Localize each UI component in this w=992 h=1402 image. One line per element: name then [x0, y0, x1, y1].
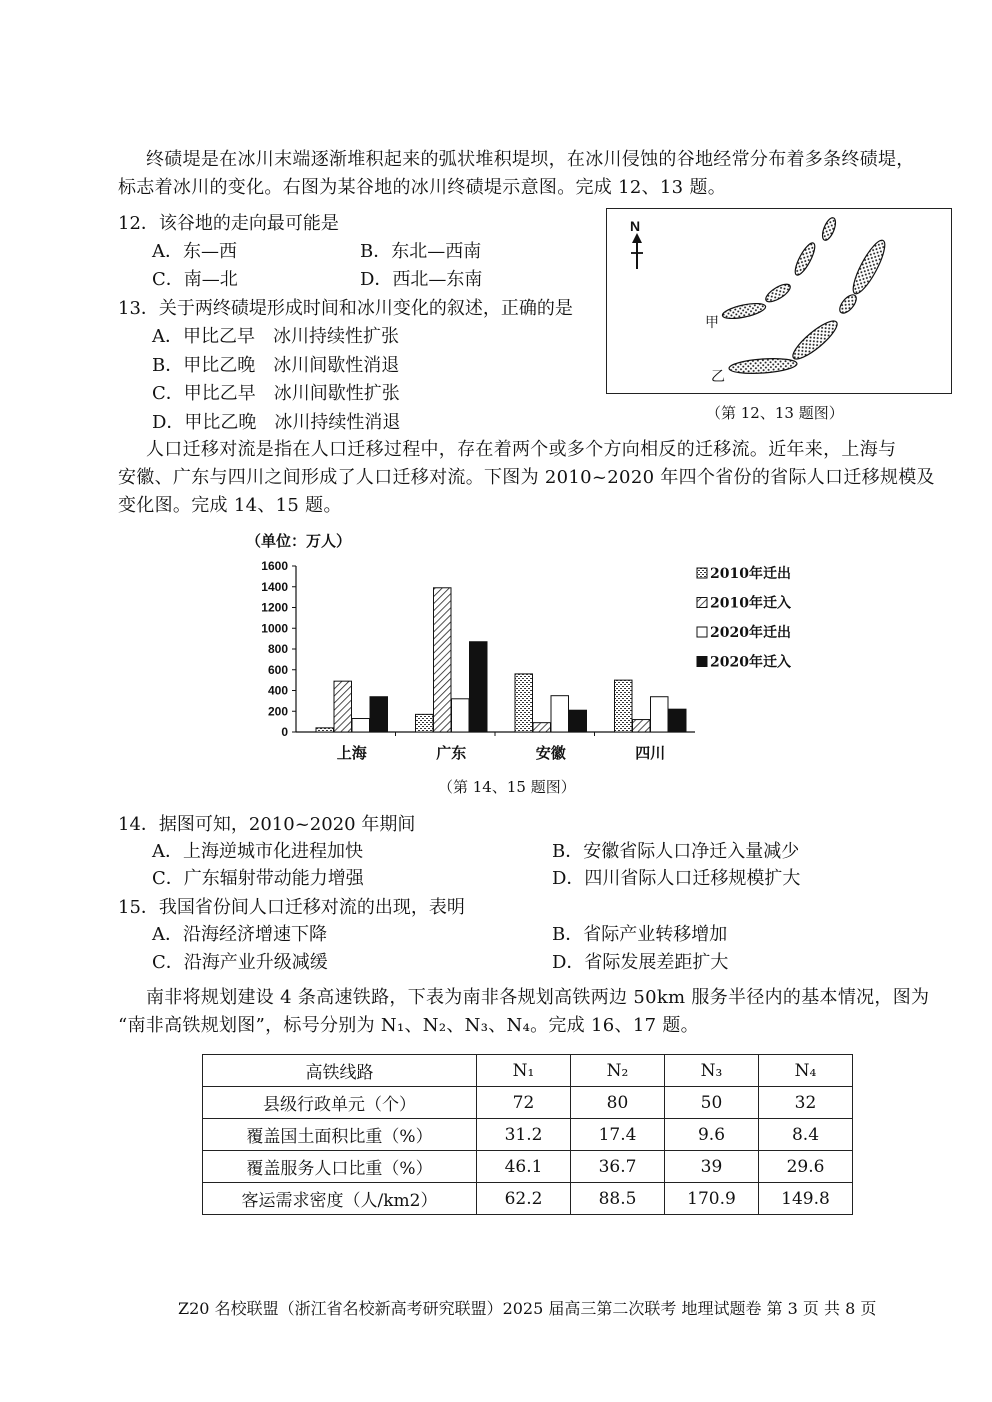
chart-unit-label: （单位：万人） [246, 532, 352, 550]
table-header-cell: N₂ [571, 1055, 665, 1087]
north-label: N [630, 218, 641, 234]
table-cell: 客运需求密度（人/km2） [203, 1183, 477, 1215]
y-tick-label: 1200 [261, 600, 288, 615]
intro-line: 标志着冰川的变化。右图为某谷地的冰川终碛堤示意图。完成 12、13 题。 [118, 177, 727, 198]
table-cell: 29.6 [759, 1151, 853, 1183]
q12-stem: 12．该谷地的走向最可能是 [118, 213, 339, 234]
x-category-label: 四川 [635, 744, 666, 762]
x-category-label: 上海 [336, 744, 367, 762]
x-category-label: 广东 [436, 744, 467, 762]
q12-option-b: B．东北—西南 [360, 241, 482, 262]
y-tick-label: 0 [281, 725, 288, 739]
q14-stem: 14．据图可知，2010~2020 年期间 [118, 814, 416, 835]
bar [334, 681, 352, 732]
y-tick-label: 400 [267, 683, 288, 698]
bar [416, 714, 434, 732]
intro-12-13 [118, 146, 948, 202]
q13-option-d: D．甲比乙晚 冰川持续性消退 [152, 412, 401, 433]
bar [434, 588, 452, 732]
legend-swatch [697, 598, 707, 608]
q13-option-c: C．甲比乙早 冰川间歇性扩张 [152, 383, 400, 404]
label-jia: 甲 [705, 315, 719, 331]
table-cell: 170.9 [665, 1183, 759, 1215]
moraine-map-drawing [607, 209, 950, 392]
q13-stem: 13．关于两终碛堤形成时间和冰川变化的叙述，正确的是 [118, 298, 573, 319]
table-header-row [203, 1055, 853, 1087]
legend-label: 2010年迁入 [710, 595, 791, 612]
legend-label: 2020年迁入 [710, 654, 791, 671]
q15-option-c: C．沿海产业升级减缓 [152, 952, 328, 973]
q14-option-b: B．安徽省际人口净迁入量减少 [552, 841, 800, 862]
table-header-cell: N₃ [665, 1055, 759, 1087]
table-cell: 39 [665, 1151, 759, 1183]
map-caption: （第 12、13 题图） [706, 404, 844, 422]
intro-14-15 [118, 436, 948, 520]
migration-bar-chart [240, 528, 810, 770]
table-header-cell: 高铁线路 [203, 1055, 477, 1087]
table-cell: 8.4 [759, 1119, 853, 1151]
table-header-cell: N₁ [477, 1055, 571, 1087]
y-tick-label: 600 [267, 662, 288, 677]
bar [615, 680, 633, 732]
q14-option-d: D．四川省际人口迁移规模扩大 [552, 868, 801, 889]
moraine-jia [721, 216, 838, 321]
rail-table [202, 1054, 853, 1215]
table-cell: 80 [571, 1087, 665, 1119]
intro-line: 人口迁移对流是指在人口迁移过程中，存在着两个或多个方向相反的迁移流。近年来，上海与 [146, 439, 897, 460]
table-cell: 72 [477, 1087, 571, 1119]
bar [669, 709, 687, 732]
legend-swatch [697, 657, 707, 667]
table-cell: 62.2 [477, 1183, 571, 1215]
legend-swatch [697, 568, 707, 578]
table-row [203, 1087, 853, 1119]
table-cell: 88.5 [571, 1183, 665, 1215]
bar [452, 699, 470, 732]
legend-label: 2010年迁出 [710, 566, 791, 582]
x-category-label: 安徽 [535, 744, 566, 762]
bar [551, 696, 569, 732]
label-yi: 乙 [711, 369, 725, 385]
q15-stem: 15．我国省份间人口迁移对流的出现，表明 [118, 897, 465, 918]
table-cell: 覆盖国土面积比重（%） [203, 1119, 477, 1151]
intro-line: 变化图。完成 14、15 题。 [118, 495, 342, 516]
bar [633, 720, 651, 732]
bar [651, 697, 669, 732]
legend-swatch [697, 627, 707, 637]
table-header-cell: N₄ [759, 1055, 853, 1087]
table-row [203, 1183, 853, 1215]
table-cell: 覆盖服务人口比重（%） [203, 1151, 477, 1183]
q15-option-a: A．沿海经济增速下降 [152, 924, 327, 945]
q12-option-d: D．西北—东南 [360, 269, 483, 290]
y-tick-label: 800 [267, 642, 288, 656]
table-cell: 32 [759, 1087, 853, 1119]
y-tick-label: 1400 [261, 579, 288, 594]
page-footer: Z20 名校联盟（浙江省名校新高考研究联盟）2025 届高三第二次联考 地理试题卷 第 3 页 共 8 页 [178, 1299, 877, 1318]
table-cell: 50 [665, 1087, 759, 1119]
table-row [203, 1119, 853, 1151]
q15-option-b: B．省际产业转移增加 [552, 924, 728, 945]
bar [569, 710, 587, 732]
y-tick-label: 200 [267, 704, 288, 719]
table-cell: 17.4 [571, 1119, 665, 1151]
north-arrowhead-icon [632, 233, 642, 243]
table-cell: 46.1 [477, 1151, 571, 1183]
q12-option-c: C．南—北 [152, 269, 238, 290]
intro-line: 南非将规划建设 4 条高速铁路，下表为南非各规划高铁两边 50km 服务半径内的基本情况，图为 [146, 987, 930, 1008]
table-cell: 149.8 [759, 1183, 853, 1215]
bar [352, 719, 370, 732]
bar [470, 642, 488, 732]
q13-option-a: A．甲比乙早 冰川持续性扩张 [152, 326, 399, 347]
table-row [203, 1151, 853, 1183]
q13-option-b: B．甲比乙晚 冰川间歇性消退 [152, 355, 400, 376]
y-tick-label: 1600 [261, 559, 288, 573]
chart-caption: （第 14、15 题图） [438, 778, 576, 796]
legend-label: 2020年迁出 [710, 625, 791, 641]
intro-16-17 [118, 984, 948, 1040]
moraine-map [606, 208, 952, 394]
bar [370, 697, 388, 732]
q12-option-a: A．东—西 [152, 241, 237, 262]
bar [515, 674, 533, 732]
q14-option-c: C．广东辐射带动能力增强 [152, 868, 364, 889]
intro-line: 安徽、广东与四川之间形成了人口迁移对流。下图为 2010~2020 年四个省份的省际人口迁移规模及 [118, 467, 935, 488]
intro-line: 终碛堤是在冰川末端逐渐堆积起来的弧状堆积堤坝，在冰川侵蚀的谷地经常分布着多条终碛堤， [146, 149, 915, 170]
table-cell: 31.2 [477, 1119, 571, 1151]
intro-line: “南非高铁规划图”，标号分别为 N₁、N₂、N₃、N₄。完成 16、17 题。 [118, 1015, 699, 1036]
q15-option-d: D．省际发展差距扩大 [552, 952, 729, 973]
y-tick-label: 1000 [261, 621, 288, 636]
bar [316, 728, 334, 732]
table-cell: 县级行政单元（个） [203, 1087, 477, 1119]
table-cell: 36.7 [571, 1151, 665, 1183]
q14-option-a: A．上海逆城市化进程加快 [152, 841, 363, 862]
bar [533, 723, 551, 732]
table-cell: 9.6 [665, 1119, 759, 1151]
